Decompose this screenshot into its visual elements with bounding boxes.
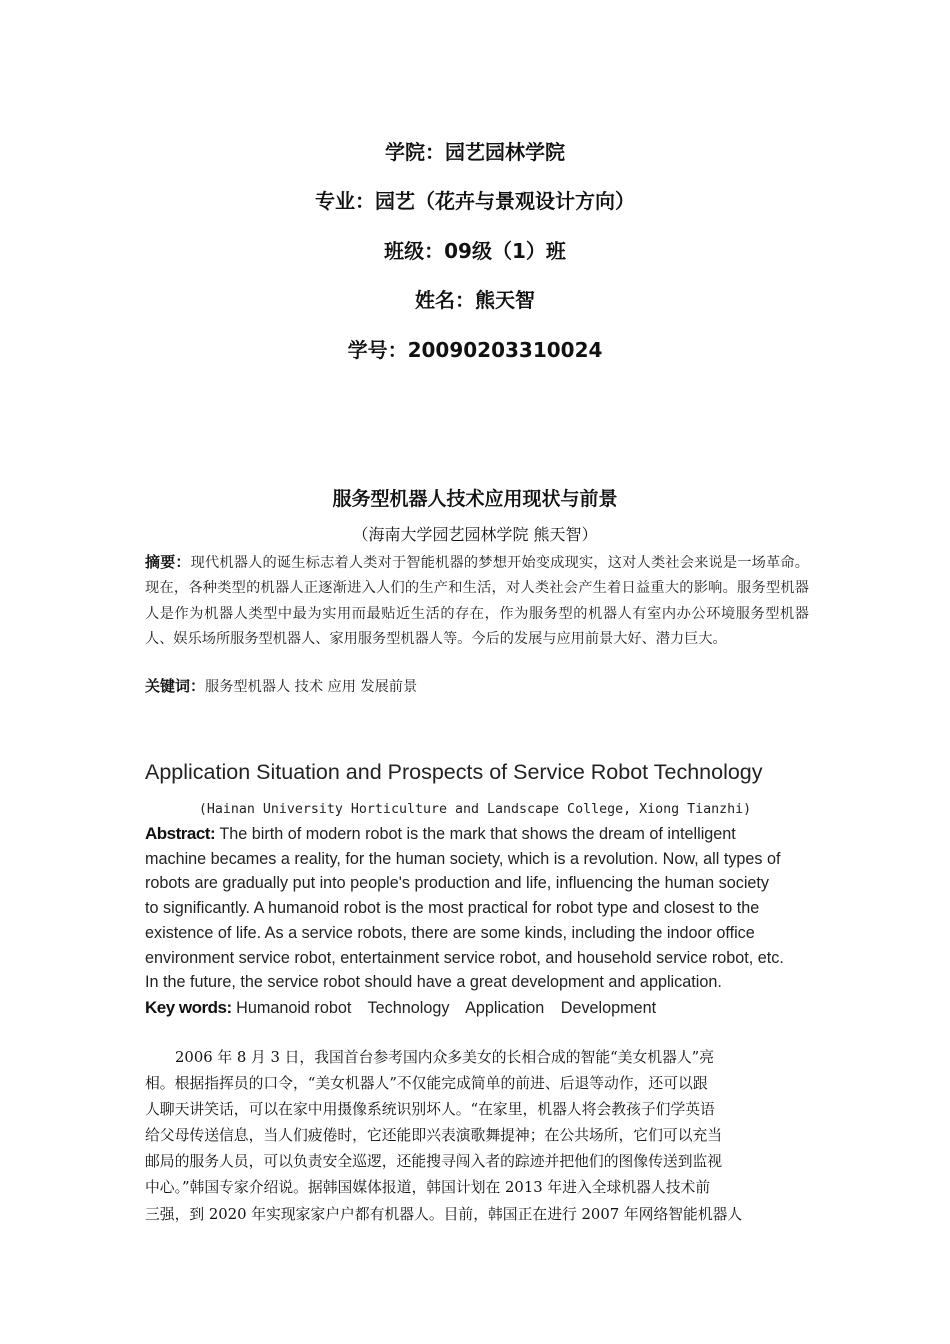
body-line: 邮局的服务人员，可以负责安全巡逻，还能搜寻闯入者的踪迹并把他们的图像传送到监视 — [145, 1153, 723, 1171]
body-line: 2006 年 8 月 3 日，我国首台参考国内众多美女的长相合成的智能“美女机器人”亮 — [175, 1049, 715, 1066]
body-line: 给父母传送信息，当人们疲倦时，它还能即兴表演歌舞提神；在公共场所，它们可以充当 — [145, 1127, 723, 1145]
chinese-abstract-label: 摘要： — [145, 553, 191, 571]
english-keywords-label: Key words: — [145, 998, 232, 1017]
english-keyword: Development — [560, 999, 657, 1017]
college-line: 学院：园艺园林学院 — [385, 140, 565, 164]
chinese-affiliation: （海南大学园艺园林学院 熊天智） — [352, 525, 598, 544]
english-abstract-line: In the future, the service robot should have a great development and application. — [145, 973, 722, 992]
chinese-abstract — [145, 550, 809, 652]
english-abstract — [145, 822, 809, 995]
english-abstract-line: robots are gradually put into people's production and life, influencing the human society — [145, 874, 770, 893]
english-keyword: Humanoid robot — [236, 999, 352, 1017]
body-paragraph — [145, 1045, 809, 1228]
chinese-title: 服务型机器人技术应用现状与前景 — [332, 488, 618, 510]
chinese-keywords — [145, 674, 809, 699]
body-line: 三强，到 2020 年实现家家户户都有机器人。目前，韩国正在进行 2007 年网络智能机器人 — [145, 1205, 743, 1223]
body-line: 中心。”韩国专家介绍说。据韩国媒体报道，韩国计划在 2013 年进入全球机器人技术前 — [145, 1179, 711, 1197]
chinese-abstract-text: 现代机器人的诞生标志着人类对于智能机器的梦想开始变成现实，这对人类社会来说是一场革命。现在，各种类型的机器人正逐渐进入人们的生产和生活，对人类社会产生着日益重大的影响。服务型机器人是作为机器人类型中最为实用而最贴近生活的存在，作为服务型的机器人有室内办公环境服务型机器人、娱乐场所服务型机器人、家用服务型机器人等。今后的发展与应用前景大好、潜力巨大。 — [145, 555, 809, 647]
body-line: 相。根据指挥员的口令，“美女机器人”不仅能完成简单的前进、后退等动作，还可以跟 — [145, 1075, 708, 1093]
english-keywords — [145, 996, 809, 1020]
english-abstract-line: to significantly. A humanoid robot is the most practical for robot type and closest to the — [145, 899, 760, 918]
english-abstract-line: machine becames a reality, for the human society, which is a revolution. Now, all types of — [145, 849, 781, 868]
chinese-keywords-text: 服务型机器人 技术 应用 发展前景 — [205, 679, 418, 695]
english-keyword: Technology — [367, 999, 450, 1017]
english-abstract-line: Abstract: The birth of modern robot is the mark that shows the dream of intelligent — [145, 824, 736, 843]
major-line: 专业：园艺（花卉与景观设计方向） — [315, 189, 635, 213]
english-abstract-label: Abstract: — [145, 824, 216, 843]
english-keyword: Application — [465, 999, 545, 1017]
english-title: Application Situation and Prospects of Service Robot Technology — [145, 760, 763, 784]
student-id-line: 学号：20090203310024 — [347, 338, 603, 362]
chinese-keywords-label: 关键词： — [145, 677, 206, 695]
student-name-line: 姓名：熊天智 — [415, 288, 535, 312]
english-abstract-line: environment service robot, entertainment service robot, and household service robot, etc. — [145, 948, 784, 967]
english-abstract-line: existence of life. As a service robots, there are some kinds, including the indoor office — [145, 923, 755, 942]
english-affiliation: (Hainan University Horticulture and Landscape College, Xiong Tianzhi) — [198, 802, 752, 817]
body-line: 人聊天讲笑话，可以在家中用摄像系统识别坏人。“在家里，机器人将会教孩子们学英语 — [145, 1101, 715, 1119]
class-line: 班级：09级（1）班 — [384, 239, 566, 263]
